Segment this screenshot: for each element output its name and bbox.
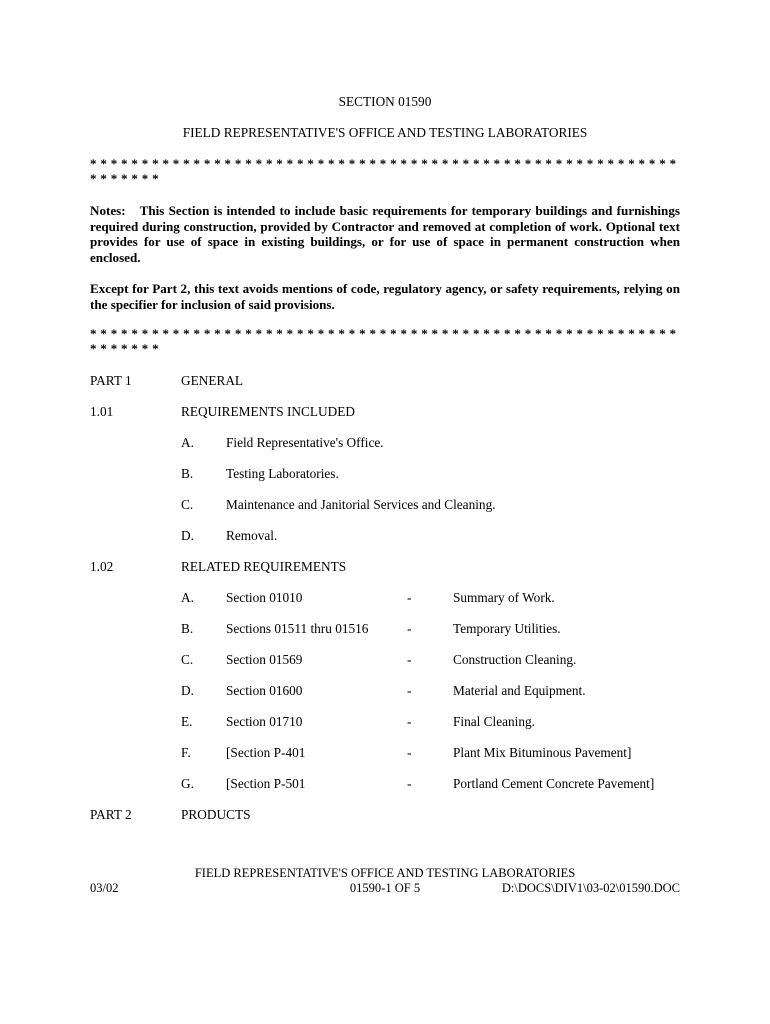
related-section: Section 01600 — [226, 683, 303, 698]
article-title: REQUIREMENTS INCLUDED — [181, 404, 355, 419]
part-number: PART 1 — [90, 373, 132, 388]
item-letter: F. — [181, 745, 191, 760]
list-item — [0, 435, 770, 453]
related-row — [0, 714, 770, 732]
related-dash: - — [407, 590, 412, 605]
article-title: RELATED REQUIREMENTS — [181, 559, 347, 574]
related-dash: - — [407, 745, 412, 760]
part2-heading — [0, 807, 770, 825]
related-section: Sections 01511 thru 01516 — [226, 621, 369, 636]
notes-paragraph-2: Except for Part 2, this text avoids mentions of code, regulatory agency, or safety requirements, relying on the specifier for inclusion of said provisions. — [90, 281, 680, 312]
item-letter: D. — [181, 528, 194, 543]
list-item — [0, 466, 770, 484]
part-title: GENERAL — [181, 373, 244, 388]
related-desc: Material and Equipment. — [453, 683, 586, 698]
related-row — [0, 652, 770, 670]
article-102-heading — [0, 559, 770, 577]
separator-stars-top: * * * * * * * * * * * * * * * * * * * * * * * * * * * * * * * * * * * * * * * * * * * * * * * * * * * * * * * * * * * * * * * * — [90, 156, 677, 186]
notes-paragraph — [90, 203, 680, 265]
related-desc: Temporary Utilities. — [453, 621, 561, 636]
item-text: Field Representative's Office. — [226, 435, 384, 450]
footer-page-number: 01590-1 OF 5 — [349, 881, 421, 895]
related-dash: - — [407, 714, 412, 729]
part-number: PART 2 — [90, 807, 132, 822]
item-letter: E. — [181, 714, 193, 729]
item-text: Removal. — [226, 528, 278, 543]
related-dash: - — [407, 776, 412, 791]
item-letter: C. — [181, 497, 194, 512]
footer-date: 03/02 — [90, 881, 119, 895]
item-letter: G. — [181, 776, 194, 791]
related-desc: Summary of Work. — [453, 590, 555, 605]
item-letter: A. — [181, 590, 194, 605]
list-item — [0, 497, 770, 515]
part-title: PRODUCTS — [181, 807, 251, 822]
article-number: 1.01 — [90, 404, 114, 419]
notes-label: Notes: — [90, 203, 126, 218]
item-letter: B. — [181, 621, 194, 636]
related-row — [0, 776, 770, 794]
related-dash: - — [407, 621, 412, 636]
related-row — [0, 590, 770, 608]
related-dash: - — [407, 652, 412, 667]
notes-text: This Section is intended to include basic requirements for temporary buildings and furnishings required during construction, provided by Contractor and removed at completion of work. Optional text provides for use of space in existing buildings, or for use of space in permanent construction when enclosed. — [90, 203, 680, 265]
related-desc: Construction Cleaning. — [453, 652, 577, 667]
article-number: 1.02 — [90, 559, 114, 574]
related-row — [0, 683, 770, 701]
item-letter: D. — [181, 683, 194, 698]
related-section: Section 01010 — [226, 590, 303, 605]
section-name: FIELD REPRESENTATIVE'S OFFICE AND TESTING LABORATORIES — [182, 125, 588, 140]
separator-stars-bottom: * * * * * * * * * * * * * * * * * * * * * * * * * * * * * * * * * * * * * * * * * * * * * * * * * * * * * * * * * * * * * * * * — [90, 326, 677, 356]
related-desc: Plant Mix Bituminous Pavement] — [453, 745, 632, 760]
footer-file-path: D:\DOCS\DIV1\03-02\01590.DOC — [501, 881, 680, 895]
list-item — [0, 528, 770, 546]
item-letter: A. — [181, 435, 194, 450]
item-text: Testing Laboratories. — [226, 466, 339, 481]
item-letter: C. — [181, 652, 194, 667]
article-101-heading — [0, 404, 770, 422]
related-row — [0, 621, 770, 639]
related-desc: Portland Cement Concrete Pavement] — [453, 776, 655, 791]
item-text: Maintenance and Janitorial Services and Cleaning. — [226, 497, 496, 512]
related-dash: - — [407, 683, 412, 698]
footer-title: FIELD REPRESENTATIVE'S OFFICE AND TESTING LABORATORIES — [194, 866, 576, 880]
item-letter: B. — [181, 466, 194, 481]
related-row — [0, 745, 770, 763]
related-section: [Section P-401 — [226, 745, 306, 760]
related-section: Section 01569 — [226, 652, 303, 667]
related-section: Section 01710 — [226, 714, 303, 729]
section-title: SECTION 01590 — [338, 94, 432, 109]
related-desc: Final Cleaning. — [453, 714, 535, 729]
part1-heading — [0, 373, 770, 391]
related-section: [Section P-501 — [226, 776, 306, 791]
